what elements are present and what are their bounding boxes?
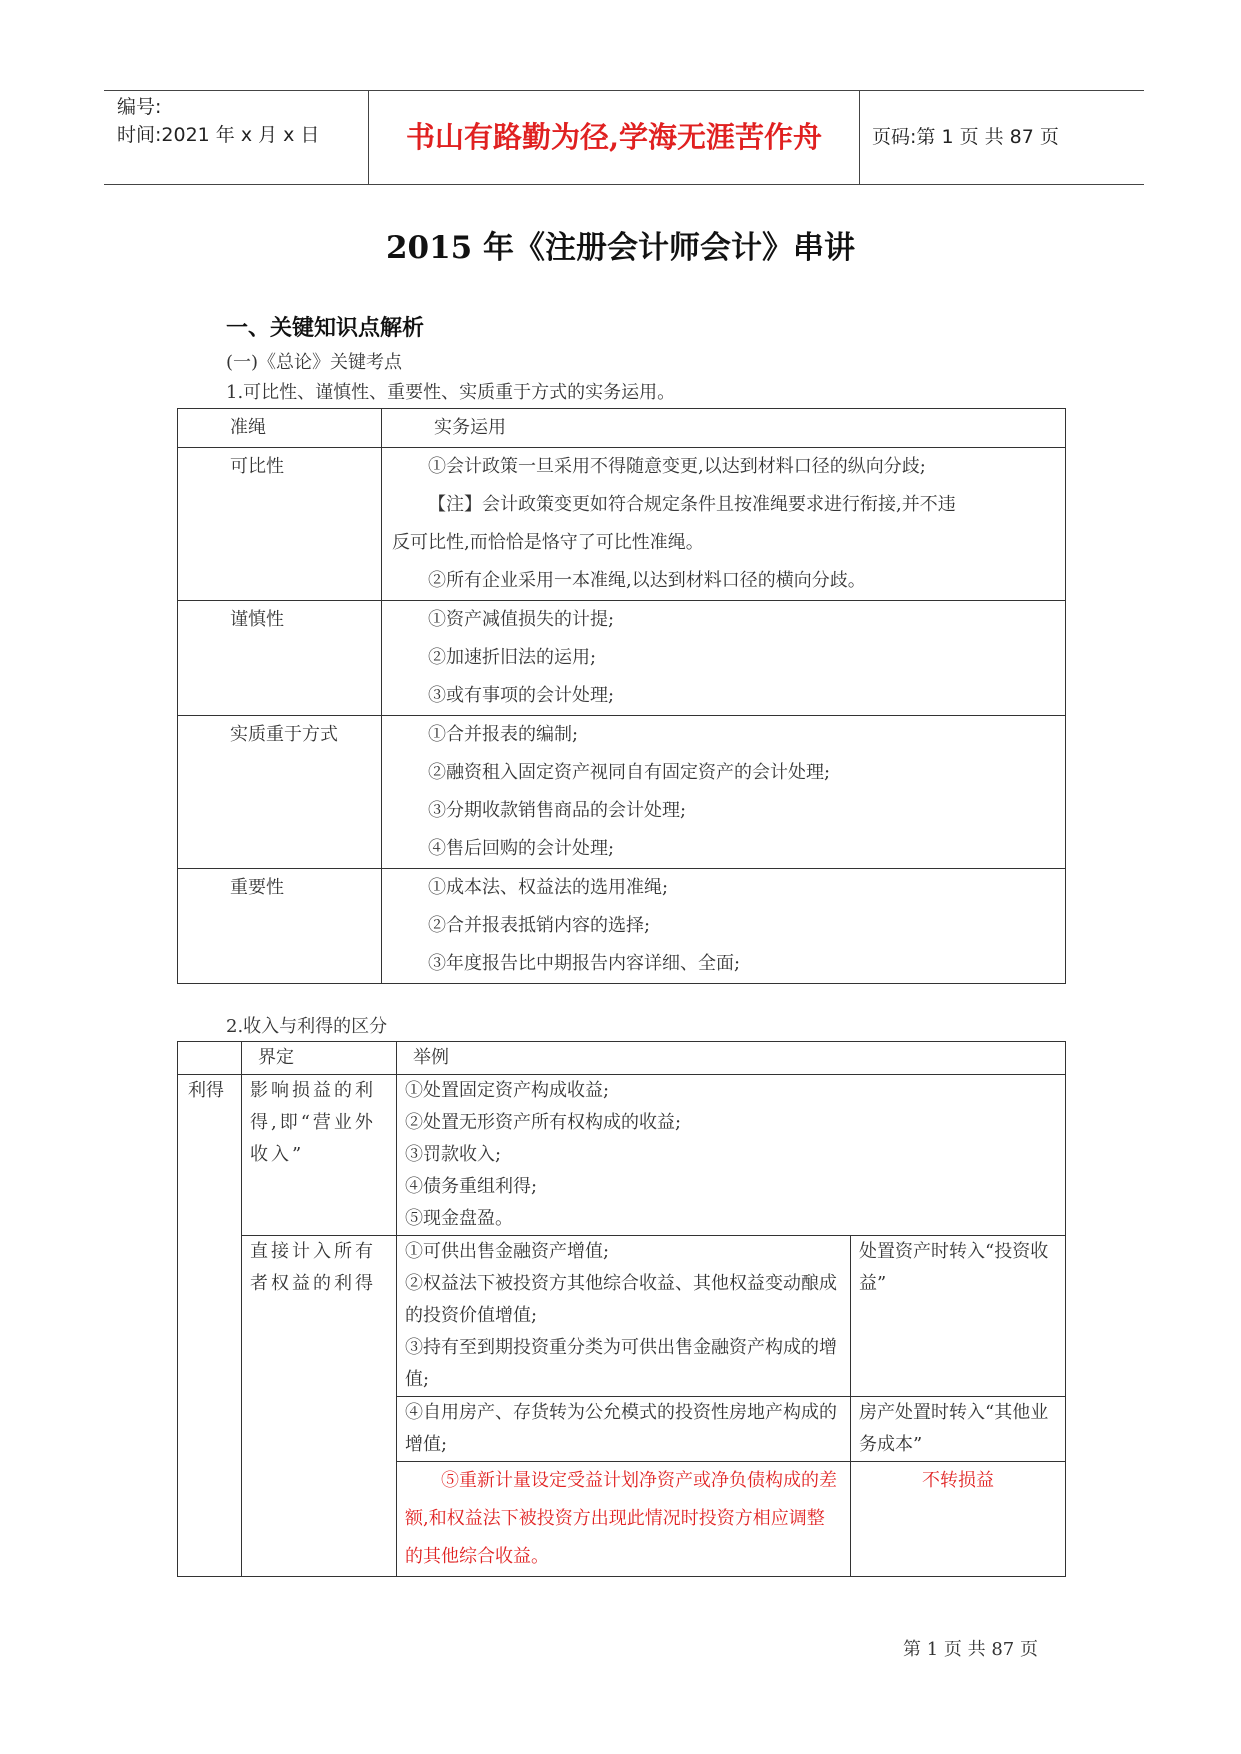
page-footer: 第 1 页 共 87 页 — [903, 1639, 1038, 1660]
example-line: ④债务重组利得; — [405, 1176, 538, 1197]
table-header-row — [178, 409, 1066, 448]
item-heading-2: 2.收入与利得的区分 — [226, 1016, 388, 1037]
treatment-note: 房产处置时转入“其他业务成本” — [851, 1397, 1066, 1462]
item-heading-1: 1.可比性、谨慎性、重要性、实质重于方式的实务运用。 — [226, 382, 676, 403]
usage-line: ③或有事项的会计处理; — [428, 685, 615, 706]
usage-line: ①合并报表的编制; — [428, 724, 579, 745]
usage-line: ④售后回购的会计处理; — [428, 838, 615, 859]
table-row — [178, 448, 1066, 601]
page-header — [104, 90, 1144, 185]
usage-line: ③分期收款销售商品的会计处理; — [428, 800, 687, 821]
table-row — [178, 1075, 1066, 1236]
example-line: ③罚款收入; — [405, 1144, 502, 1165]
usage-line: 【注】会计政策变更如符合规定条件且按准绳要求进行衔接,并不违 — [428, 494, 956, 515]
treatment-note: 不转损益 — [851, 1462, 1066, 1577]
table-header-cell: 举例 — [397, 1042, 1066, 1075]
example-line: ②处置无形资产所有权构成的收益; — [405, 1112, 682, 1133]
income-gains-table — [177, 1041, 1066, 1577]
document-number-label: 编号: — [117, 96, 162, 118]
gain-definition: 直接计入所有者权益的利得 — [242, 1236, 397, 1577]
example-line: ①可供出售金融资产增值; — [405, 1241, 610, 1262]
usage-line: ①会计政策一旦采用不得随意变更,以达到材料口径的纵向分歧; — [428, 456, 926, 477]
principle-usage — [382, 716, 1066, 869]
table-row — [178, 716, 1066, 869]
header-motto: 书山有路勤为径,学海无涯苦作舟 — [368, 91, 860, 184]
example-line: ⑤重新计量设定受益计划净资产或净负债构成的差额,和权益法下被投资方出现此情况时投资方相应调整的其他综合收益。 — [405, 1470, 837, 1567]
principle-name: 可比性 — [178, 448, 382, 601]
usage-line: ③年度报告比中期报告内容详细、全面; — [428, 953, 741, 974]
subsection-heading: (一)《总论》关键考点 — [226, 352, 403, 373]
table-header-cell: 实务运用 — [382, 409, 1066, 448]
principle-name: 实质重于方式 — [178, 716, 382, 869]
gain-examples — [397, 1397, 851, 1462]
principle-usage — [382, 601, 1066, 716]
header-page-label: 页码:第 1 页 共 87 页 — [872, 126, 1059, 148]
table-row — [178, 869, 1066, 984]
usage-line: ①资产减值损失的计提; — [428, 609, 615, 630]
document-time-label: 时间:2021 年 x 月 x 日 — [117, 124, 320, 146]
example-line: ③持有至到期投资重分类为可供出售金融资产构成的增值; — [405, 1337, 837, 1390]
gain-category: 利得 — [178, 1075, 242, 1577]
gain-examples-highlight — [397, 1462, 851, 1577]
example-line: ④自用房产、存货转为公允模式的投资性房地产构成的增值; — [405, 1402, 837, 1455]
usage-line: ②融资租入固定资产视同自有固定资产的会计处理; — [428, 762, 831, 783]
usage-line: 反可比性,而恰恰是恪守了可比性准绳。 — [392, 532, 704, 553]
table-header-cell: 准绳 — [178, 409, 382, 448]
gain-definition: 影响损益的利得,即“营业外收入” — [242, 1075, 397, 1236]
header-meta — [104, 91, 368, 184]
document-title: 2015 年《注册会计师会计》串讲 — [385, 230, 856, 266]
example-line: ②权益法下被投资方其他综合收益、其他权益变动酿成的投资价值增值; — [405, 1273, 837, 1326]
principle-usage — [382, 448, 1066, 601]
principle-usage — [382, 869, 1066, 984]
table-header-cell — [178, 1042, 242, 1075]
principles-table — [177, 408, 1066, 984]
example-line: ①处置固定资产构成收益; — [405, 1080, 610, 1101]
usage-line: ②所有企业采用一本准绳,以达到材料口径的横向分歧。 — [428, 570, 866, 591]
gain-examples — [397, 1075, 1066, 1236]
treatment-note: 处置资产时转入“投资收益” — [851, 1236, 1066, 1397]
principle-name: 谨慎性 — [178, 601, 382, 716]
table-header-row — [178, 1042, 1066, 1075]
usage-line: ②合并报表抵销内容的选择; — [428, 915, 651, 936]
usage-line: ①成本法、权益法的选用准绳; — [428, 877, 669, 898]
gain-examples — [397, 1236, 851, 1397]
table-row — [178, 1236, 1066, 1397]
example-line: ⑤现金盘盈。 — [405, 1208, 513, 1229]
section-heading: 一、关键知识点解析 — [226, 316, 425, 341]
usage-line: ②加速折旧法的运用; — [428, 647, 597, 668]
principle-name: 重要性 — [178, 869, 382, 984]
table-row — [178, 601, 1066, 716]
table-header-cell: 界定 — [242, 1042, 397, 1075]
